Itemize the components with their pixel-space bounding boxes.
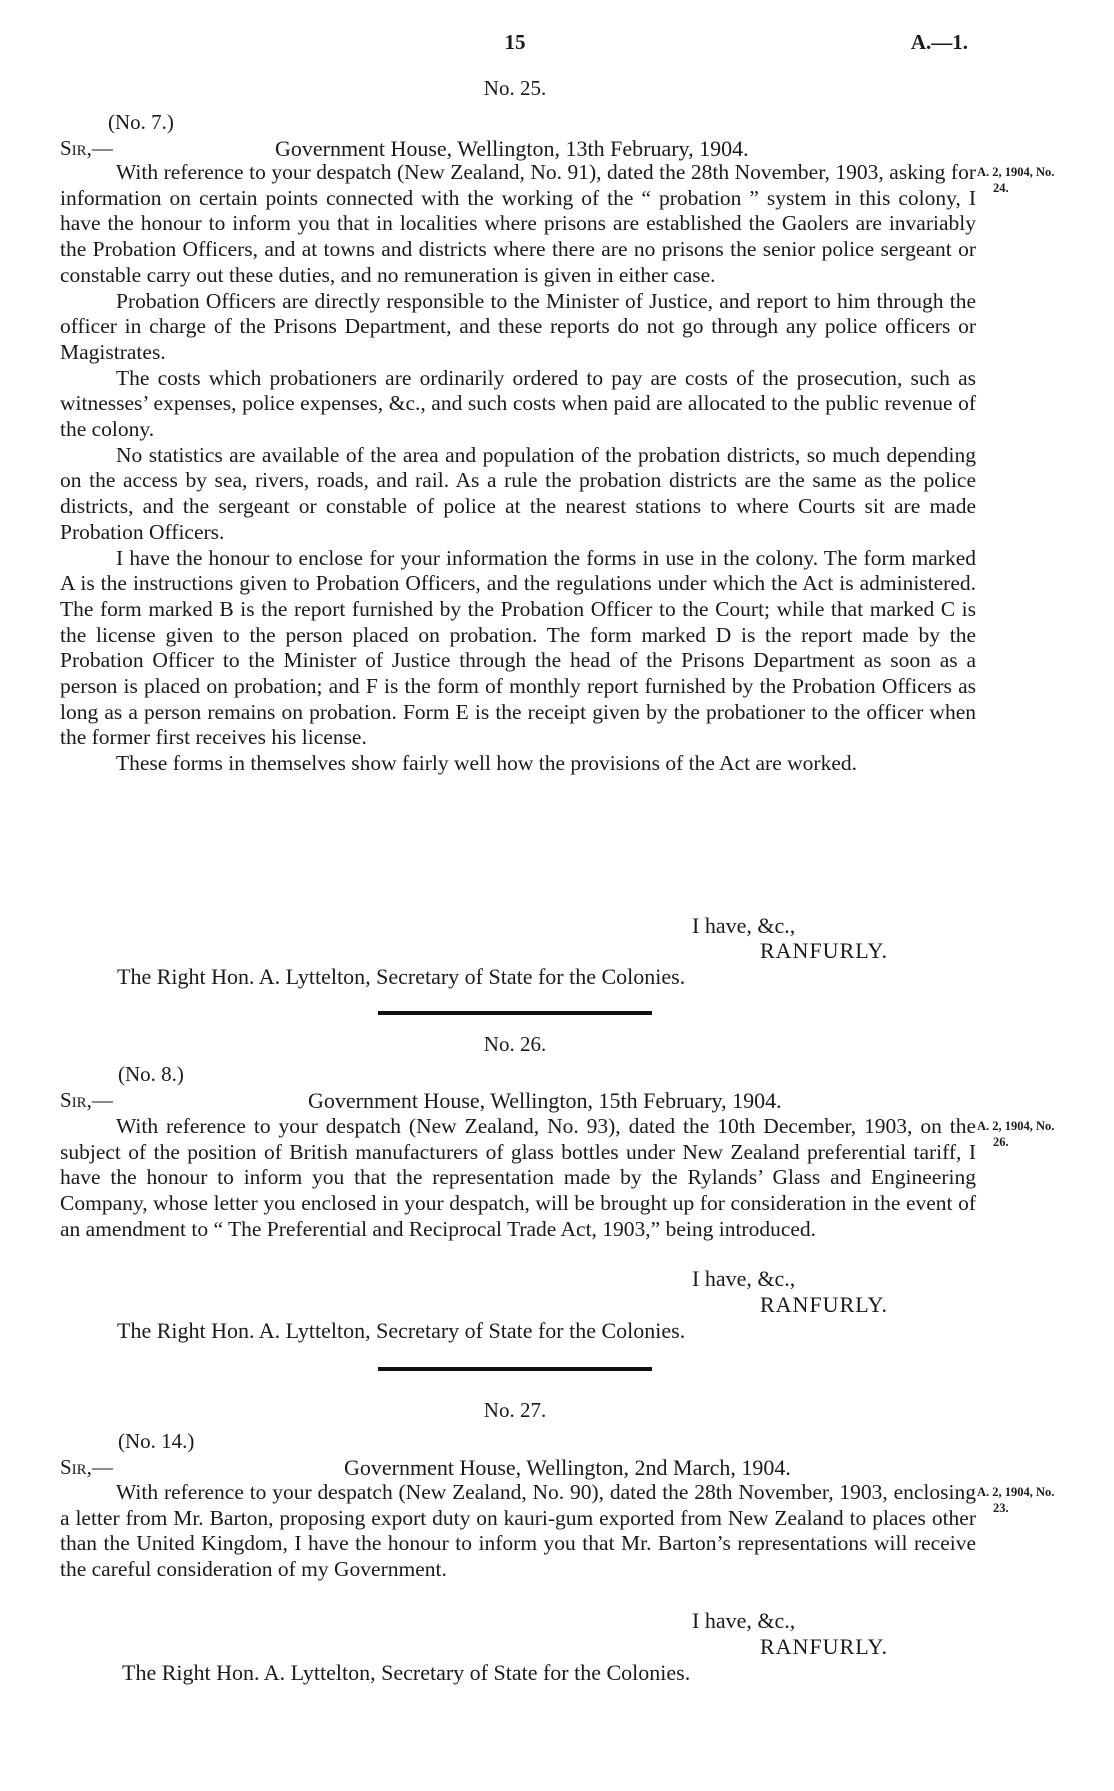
letter-25-signature: RANFURLY.: [760, 938, 889, 963]
letter-25-body: [60, 160, 976, 777]
letter-25-number: No. 25.: [483, 76, 547, 100]
letter-25-sub-number: (No. 7.): [108, 110, 174, 134]
letter-25-margin-note-line1: A. 2, 1904, No.: [977, 165, 1055, 179]
letter-25-paragraph: With reference to your despatch (New Zealand, No. 91), dated the 28th November, 1903, asking for information on certain points connected with the working of the “ probation ” system in this colony, I have the honour to inform you that in localities where prisons are established the Gaolers are invariably the Probation Officers, and at towns and districts where there are no prisons the senior police sergeant or constable carry out these duties, and no remuneration is given in either case.: [60, 160, 976, 287]
letter-25-paragraph: No statistics are available of the area and population of the probation districts, so much depending on the access by sea, rivers, roads, and rail. As a rule the probation districts are the same as the police districts, and the sergeant or constable of police at the nearest stations to where Courts sit are made Probation Officers.: [60, 442, 976, 544]
letter-25-margin-note-line2: 24.: [993, 181, 1009, 195]
letter-27-body: [60, 1480, 976, 1583]
letter-25-closing: I have, &c.,: [692, 913, 796, 938]
letter-26-margin-note-line2: 26.: [993, 1135, 1009, 1149]
letter-26-addressee: The Right Hon. A. Lyttelton, Secretary of State for the Colonies.: [117, 1318, 686, 1343]
letter-25-paragraph: The costs which probationers are ordinarily ordered to pay are costs of the prosecution, such as witnesses’ expenses, police expenses, &c., and such costs when paid are allocated to the public revenue of the colony.: [60, 365, 976, 442]
section-divider: [378, 1367, 652, 1371]
letter-27-address-date: Government House, Wellington, 2nd March, 1904.: [344, 1455, 791, 1480]
letter-26-margin-note: [977, 1118, 1107, 1150]
letter-27-number: No. 27.: [483, 1398, 547, 1422]
letter-25-margin-note: [977, 164, 1107, 196]
letter-27-addressee: The Right Hon. A. Lyttelton, Secretary of State for the Colonies.: [122, 1660, 691, 1685]
page-reference: A.—1.: [910, 30, 968, 54]
letter-25-paragraph: Probation Officers are directly responsible to the Minister of Justice, and report to him through the officer in charge of the Prisons Department, and these reports do not go through any police officers or Magistrates.: [60, 288, 976, 364]
letter-27-sub-number: (No. 14.): [118, 1429, 195, 1453]
letter-26-salutation: Sir,—: [60, 1088, 113, 1112]
letter-27-signature: RANFURLY.: [760, 1634, 889, 1659]
letter-26-margin-note-line1: A. 2, 1904, No.: [977, 1119, 1055, 1133]
letter-26-sub-number: (No. 8.): [118, 1062, 184, 1086]
letter-25-closing-text: These forms in themselves show fairly well how the provisions of the Act are worked.: [116, 751, 857, 776]
letter-27-salutation: Sir,—: [60, 1455, 113, 1479]
letter-26-signature: RANFURLY.: [760, 1292, 889, 1317]
letter-26-paragraph: With reference to your despatch (New Zealand, No. 93), dated the 10th December, 1903, on the subject of the position of British manufacturers of glass bottles under New Zealand preferential tariff, I have the honour to inform you that the representation made by the Rylands’ Glass and Engineering Company, whose letter you enclosed in your despatch, will be brought up for consideration in the event of an amendment to “ The Preferential and Reciprocal Trade Act, 1903,” being introduced.: [60, 1114, 976, 1241]
letter-26-body: [60, 1114, 976, 1243]
letter-25-salutation: Sir,—: [60, 136, 113, 160]
letter-27-margin-note: [977, 1484, 1107, 1516]
letter-25-paragraph: I have the honour to enclose for your information the forms in use in the colony. The form marked A is the instructions given to Probation Officers, and the regulations under which the Act is administered. The form marked B is the report furnished by the Probation Officer to the Court; while that marked C is the license given to the person placed on probation. The form marked D is the report made by the Probation Officer to the Minister of Justice through the head of the Prisons Department as soon as a person is placed on probation; and F is the form of monthly report furnished by the Probation Officers as long as a person remains on probation. Form E is the receipt given by the probationer to the officer when the former first receives his license.: [60, 545, 976, 750]
letter-26-closing: I have, &c.,: [692, 1266, 796, 1291]
letter-27-closing: I have, &c.,: [692, 1608, 796, 1633]
letter-27-paragraph: With reference to your despatch (New Zealand, No. 90), dated the 28th November, 1903, enclosing a letter from Mr. Barton, proposing export duty on kauri-gum exported from New Zealand to places other than the United Kingdom, I have the honour to inform you that Mr. Barton’s representations will receive the careful consideration of my Government.: [60, 1480, 976, 1582]
letter-27-margin-note-line1: A. 2, 1904, No.: [977, 1485, 1055, 1499]
letter-26-number: No. 26.: [483, 1032, 547, 1056]
letter-27-margin-note-line2: 23.: [993, 1501, 1009, 1515]
section-divider: [378, 1011, 652, 1015]
letter-26-address-date: Government House, Wellington, 15th February, 1904.: [308, 1088, 782, 1113]
letter-25-address-date: Government House, Wellington, 13th February, 1904.: [275, 136, 749, 161]
letter-25-addressee: The Right Hon. A. Lyttelton, Secretary of State for the Colonies.: [117, 964, 686, 989]
page-number: 15: [504, 30, 526, 54]
